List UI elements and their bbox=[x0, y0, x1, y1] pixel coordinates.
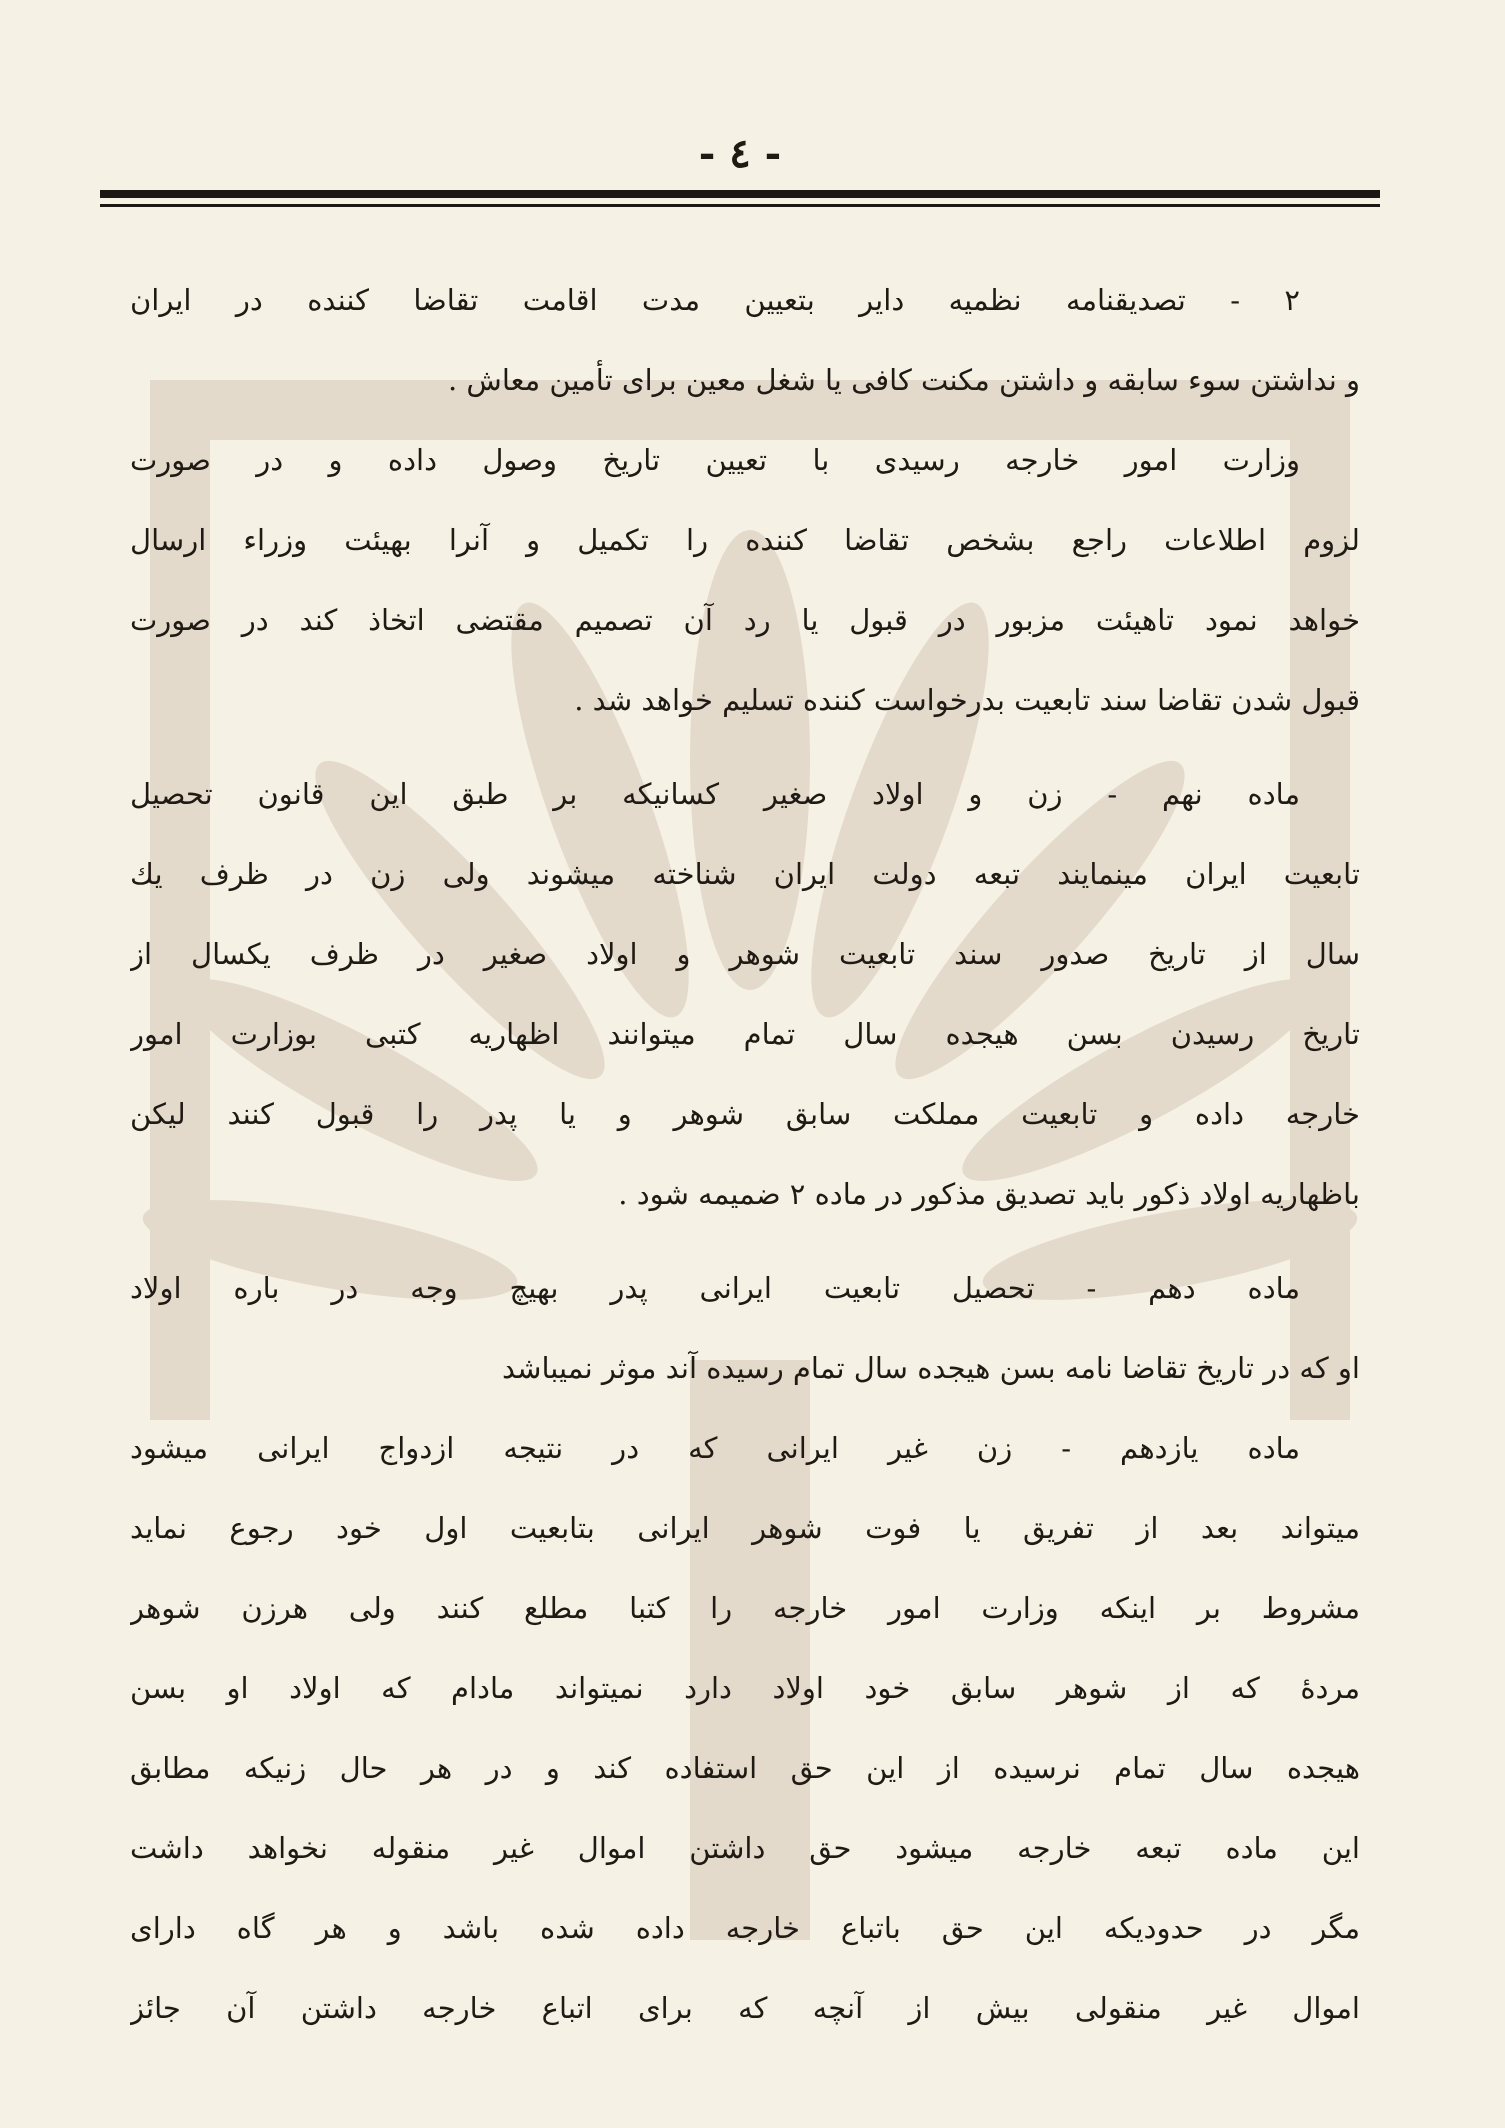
text-line: او که در تاریخ تقاضا نامه بسن هیجده سال تمام رسیده آند موثر نمیباشد bbox=[501, 1351, 1360, 1385]
text-line: ماده دهم - تحصیل تابعیت ایرانی پدر بهیچ وجه در باره اولاد bbox=[130, 1271, 1300, 1305]
page-number: - ٤ - bbox=[698, 130, 782, 177]
text-line: قبول شدن تقاضا سند تابعیت بدرخواست کننده تسلیم خواهد شد . bbox=[574, 683, 1360, 717]
text-line: مردهٔ که از شوهر سابق خود اولاد دارد نمیتواند مادام که اولاد او بسن bbox=[130, 1671, 1360, 1705]
header-rule-thin bbox=[100, 204, 1380, 207]
document-body bbox=[130, 260, 1360, 2100]
text-line: میتواند بعد از تفریق یا فوت شوهر ایرانی بتابعیت اول خود رجوع نماید bbox=[130, 1511, 1360, 1545]
text-line: مگر در حدودیکه این حق باتباع خارجه داده شده باشد و هر گاه دارای bbox=[130, 1911, 1360, 1945]
text-line: ۲ - تصدیقنامه نظمیه دایر بتعیین مدت اقامت تقاضا کننده در ایران bbox=[130, 283, 1300, 317]
text-line: این ماده تبعه خارجه میشود حق داشتن اموال غیر منقوله نخواهد داشت bbox=[130, 1831, 1360, 1865]
text-line: وزارت امور خارجه رسیدی با تعیین تاریخ وصول داده و در صورت bbox=[130, 443, 1300, 477]
paragraph-gap bbox=[130, 740, 1360, 754]
text-line: خواهد نمود تاهیئت مزبور در قبول یا رد آن تصمیم مقتضی اتخاذ کند در صورت bbox=[130, 603, 1360, 637]
text-line: اموال غیر منقولی بیش از آنچه که برای اتباع خارجه داشتن آن جائز bbox=[130, 1991, 1360, 2025]
page-header bbox=[100, 130, 1380, 210]
text-line: ماده یازدهم - زن غیر ایرانی که در نتیجه ازدواج ایرانی میشود bbox=[130, 1431, 1300, 1465]
text-line: ماده نهم - زن و اولاد صغیر کسانیکه بر طبق این قانون تحصیل bbox=[130, 777, 1300, 811]
text-line: سال از تاریخ صدور سند تابعیت شوهر و اولاد صغیر در ظرف یکسال از bbox=[130, 937, 1360, 971]
text-line: هیجده سال تمام نرسیده از این حق استفاده کند و در هر حال زنیکه مطابق bbox=[130, 1751, 1360, 1785]
text-line: خارجه داده و تابعیت مملکت سابق شوهر و یا پدر را قبول کنند لیکن bbox=[130, 1097, 1360, 1131]
paragraph-gap bbox=[130, 1234, 1360, 1248]
header-rule bbox=[100, 190, 1380, 198]
text-line: و نداشتن سوء سابقه و داشتن مکنت کافی یا شغل معین برای تأمین معاش . bbox=[447, 363, 1360, 397]
text-line: باظهاریه اولاد ذکور باید تصدیق مذکور در ماده ۲ ضمیمه شود . bbox=[618, 1177, 1360, 1211]
text-line: مشروط بر اینکه وزارت امور خارجه را کتبا مطلع کنند ولی هرزن شوهر bbox=[130, 1591, 1360, 1625]
text-line: تاریخ رسیدن بسن هیجده سال تمام میتوانند اظهاریه کتبی بوزارت امور bbox=[130, 1017, 1360, 1051]
text-line: لزوم اطلاعات راجع بشخص تقاضا کننده را تکمیل و آنرا بهیئت وزراء ارسال bbox=[130, 523, 1360, 557]
text-line: تابعیت ایران مینمایند تبعه دولت ایران شناخته میشوند ولی زن در ظرف یك bbox=[130, 857, 1360, 891]
